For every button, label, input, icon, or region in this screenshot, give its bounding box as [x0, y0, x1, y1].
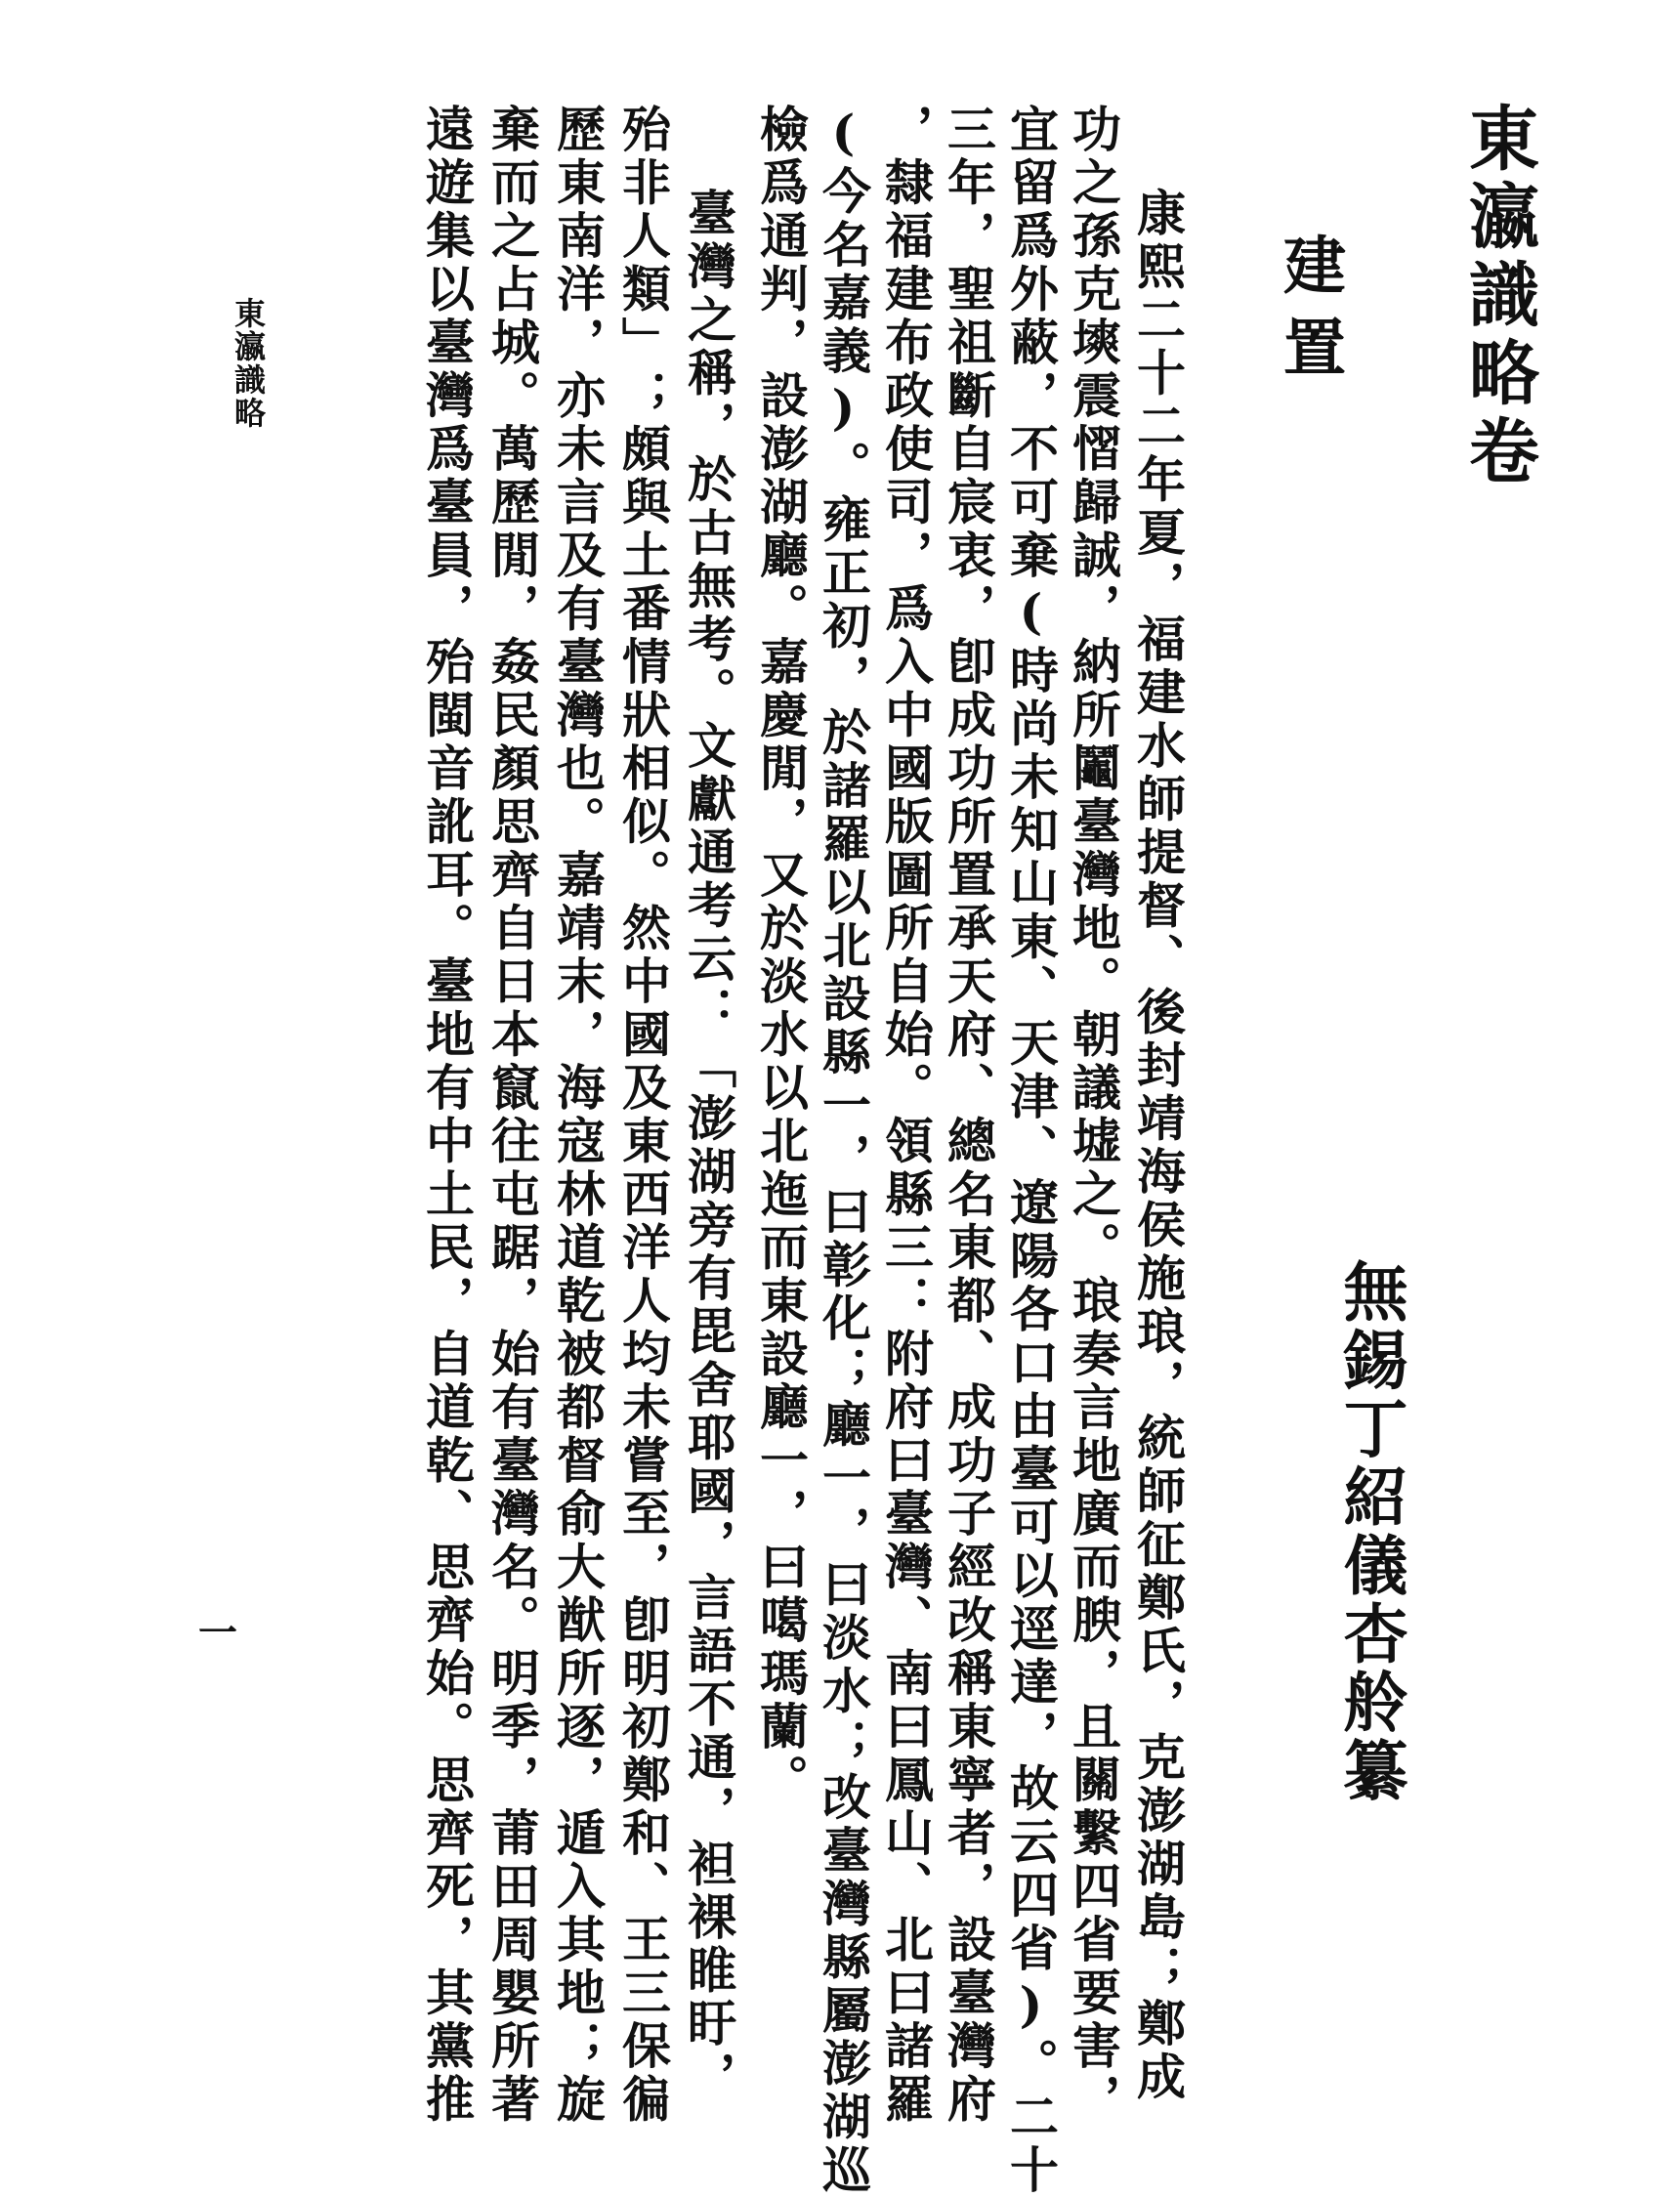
body-line-8: 臺灣之稱，於古無考。文獻通考云：「澎湖旁有毘舍耶國，言語不通，袒裸睢盱， [680, 188, 737, 2104]
section-title: 建置 [1273, 232, 1346, 397]
body-line-11: 棄而之占城。萬歷閒，姦民顏思齊自日本竄往屯踞，始有臺灣名。明季，莆田周嬰所著 [483, 104, 541, 2127]
body-line-9: 殆非人類」；頗與土番情狀相似。然中國及東西洋人均未嘗至，卽明初鄭和、王三保徧 [614, 104, 672, 2127]
body-line-10: 歷東南洋，亦未言及有臺灣也。嘉靖末，海寇林道乾被都督俞大猷所逐，遁入其地；旋 [549, 104, 607, 2127]
body-line-3: 宜留爲外蔽，不可棄(時尚未知山東、天津、遼陽各口由臺可以逕達，故云四省)。二十 [1002, 104, 1060, 2198]
body-line-12: 遠遊集以臺灣爲臺員，殆閩音訛耳。臺地有中土民，自道乾、思齊始。思齊死，其黨推 [418, 104, 476, 2127]
body-line-4: 三年，聖祖斷自宸衷，卽成功所置承天府、總名東都、成功子經改稱東寧者，設臺灣府 [940, 104, 997, 2127]
author-line: 無錫丁紹儀杏舲纂 [1332, 1258, 1408, 1805]
body-line-2: 功之孫克塽震慴歸誠，納所鬮臺灣地。朝議墟之。琅奏言地廣而腴，且關繫四省要害， [1065, 104, 1122, 2127]
body-line-6: (今名嘉義)。雍正初，於諸羅以北設縣一，曰彰化；廳一，曰淡水；改臺灣縣屬澎湖巡 [815, 104, 872, 2198]
body-line-7: 檢爲通判，設澎湖廳。嘉慶閒，又於淡水以北迤而東設廳一，曰噶瑪蘭。 [752, 104, 810, 1807]
page-number: 一 [198, 1610, 237, 1656]
book-title: 東瀛識略卷 [1457, 102, 1540, 492]
running-footer-title: 東瀛識略 [230, 297, 267, 430]
body-line-5: ，隸福建布政使司，爲入中國版圖所自始。領縣三：附府曰臺灣、南曰鳳山、北曰諸羅 [877, 104, 935, 2127]
body-line-1: 康熙二十二年夏，福建水師提督、後封靖海侯施琅，統師征鄭氏，克澎湖島；鄭成 [1129, 188, 1187, 2104]
